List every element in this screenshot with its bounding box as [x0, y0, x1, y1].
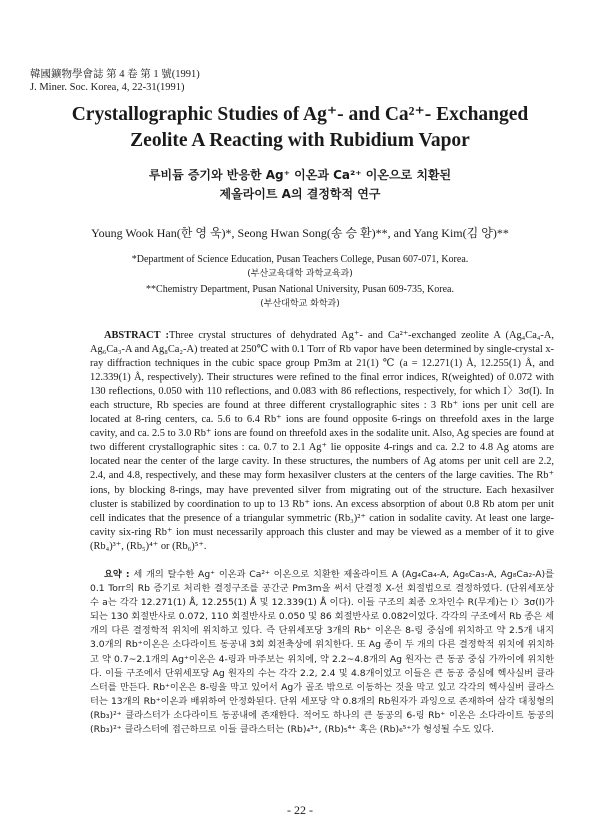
affiliation-2 [20, 283, 580, 311]
english-abstract [90, 329, 554, 554]
page-number: - 22 - [287, 803, 313, 817]
korean-abstract-label: 요약 : [104, 569, 130, 580]
author-list: Young Wook Han(한 영 욱)*, Seong Hwan Song(송 승 환)**, and Yang Kim(김 양)** [91, 226, 509, 240]
korean-title-line-1: 루비듐 증기와 반응한 Ag⁺ 이온과 Ca²⁺ 이온으로 치환된 [148, 168, 452, 182]
abstract-text: Three crystal structures of dehydrated Ag⁺- and Ca²⁺-exchanged zeolite A (Ag₄Ca₄-A, Ag₆Ca₃-A and Ag₈Ca₂-A) treated at 250℃ with 0.1 Torr of Rb vapor have been determined by single-crystal x-ray diffraction techniques in the cubic space group Pm3m at 21(1) ℃ (a = 12.271(1) Å, 12.255(1) Å, and 12.339(1) Å, respectively). Their structures were refined to the final error indices, R(weighted) of 0.072 with 130 reflections, 0.050 with 110 reflections, and 0.083 with 86 reflections, respectively, for which I〉3σ(I). In each structure, Rb species are found at three different crystallographic sites : 3 Rb⁺ ions per unit cell are located at 8-ring centers, ca. 5.6 to 6.4 Rb⁺ ions are found opposite 6-rings on threefold axes in the large cavity, and ca. 2.5 to 3.0 Rb⁺ ions are found on threefold axes in the sodalite unit. Also, Ag species are found at two different crystallographic sites : ca. 0.7 to 2.1 Ag⁺ lie opposite 4-rings and ca. 2.2 to 4.8 Ag atoms are located near the center of the large cavity. In these structures, the numbers of Ag atoms per unit cell are 2.2, 2.4, and 4.8, respectively, and these may form hexasilver clusters at the centers of the large cavities. The Rb⁺ ions, by blocking 8-rings, may have prevented silver from migrating out of the structure. Each hexasilver cluster is stabilized by coordination to up to 13 Rb⁺ ions. An excess absorption of about 0.8 Rb atom per unit cell indicates that the presence of a triangular symmetric (Rb₃)²⁺ cation in sodalite cavity. At least one large-cavity six-ring Rb⁺ ion must necessarily approach this cluster and may be viewed as a member of it to give (Rb₄)³⁺, (Rb₅)⁴⁺ or (Rb₆)⁵⁺. [90, 330, 554, 552]
affiliation-1-korean: (부산교육대학 과학교육과) [247, 269, 353, 279]
journal-citation-english: J. Miner. Soc. Korea, 4, 22-31(1991) [30, 82, 185, 93]
paper-title-line-1: Crystallographic Studies of Ag⁺- and Ca²⁺- Exchanged [71, 104, 529, 125]
affiliation-2-english: **Chemistry Department, Pusan National University, Pusan 609-735, Korea. [146, 284, 454, 295]
korean-abstract-text: 세 개의 탈수한 Ag⁺ 이온과 Ca²⁺ 이온으로 치환한 제올라이트 A (Ag₄Ca₄-A, Ag₆Ca₃-A, Ag₈Ca₂-A)를 0.1 Torr의 Rb 증기로 처리한 결정구조를 공간군 Pm3m을 써서 단결정 X-선 회절법으로 결정하였다. (단위세포상수 a는 각각 12.271(1) Å, 12.255(1) Å 및 12.339(1) Å 이다). 이들 구조의 최종 오차인수 R(무게)는 I〉3σ(I)가 되는 130 회절반사로 0.072, 110 회절반사로 0.050 및 86 회절반사로 0.082이었다. 각각의 구조에서 Rb 종은 세 개의 다른 결정학적 위치에 위치하고 있다. 즉 단위세포당 3개의 Rb⁺ 이온은 8-링 중심에 위치하고 약 2.5개 내지 3.0개의 Rb⁺이온은 소다라이트 동공내 3회 회전축상에 위치한다. 또 Ag 종이 두 개의 다른 결정학적 위치에 위치하고 약 0.7~2.1개의 Ag⁺이온은 4-링과 마주보는 위치에, 약 2.2~4.8개의 Ag 원자는 큰 동공 중심 가까이에 위치한다. 이들 구조에서 단위세포당 Ag 원자의 수는 각각 2.2, 2.4 및 4.8개이었고 이들은 큰 동공 중심에 헥사실버 클라스터를 만든다. Rb⁺이온은 8-링을 막고 있어서 Ag가 골조 밖으로 이동하는 것을 막고 있고 각각의 헥사실버 클라스터는 13개의 Rb⁺이온과 배위하여 안정화된다. 단위 세포당 약 0.8개의 Rb원자가 과잉으로 존재하여 삼각 대칭형의 (Rb₃)²⁺ 클라스터가 소다라이트 동공내에 존재한다. 적어도 하나의 큰 동공의 6-링 Rb⁺ 이온은 소다라이트 동공의 (Rb₃)²⁺ 클라스터에 접근하므로 이들 클라스터는 (Rb)₄³⁺, (Rb)₅⁴⁺ 혹은 (Rb)₆⁵⁺가 형성될 수도 있다. [90, 569, 555, 736]
abstract-label: ABSTRACT : [104, 330, 169, 341]
affiliation-2-korean: (부산대학교 화학과) [260, 299, 340, 309]
korean-abstract [90, 568, 554, 737]
paper-title [40, 102, 560, 154]
paper-title-line-2: Zeolite A Reacting with Rubidium Vapor [130, 130, 470, 151]
journal-header [30, 68, 200, 94]
affiliation-1 [20, 253, 580, 281]
journal-citation-korean: 韓國鑛物學會誌 第 4 卷 第 1 號(1991) [30, 69, 200, 80]
korean-title [40, 166, 560, 204]
korean-title-line-2: 제올라이트 A의 결정학적 연구 [219, 187, 381, 201]
affiliation-1-english: *Department of Science Education, Pusan Teachers College, Pusan 607-071, Korea. [131, 254, 469, 265]
